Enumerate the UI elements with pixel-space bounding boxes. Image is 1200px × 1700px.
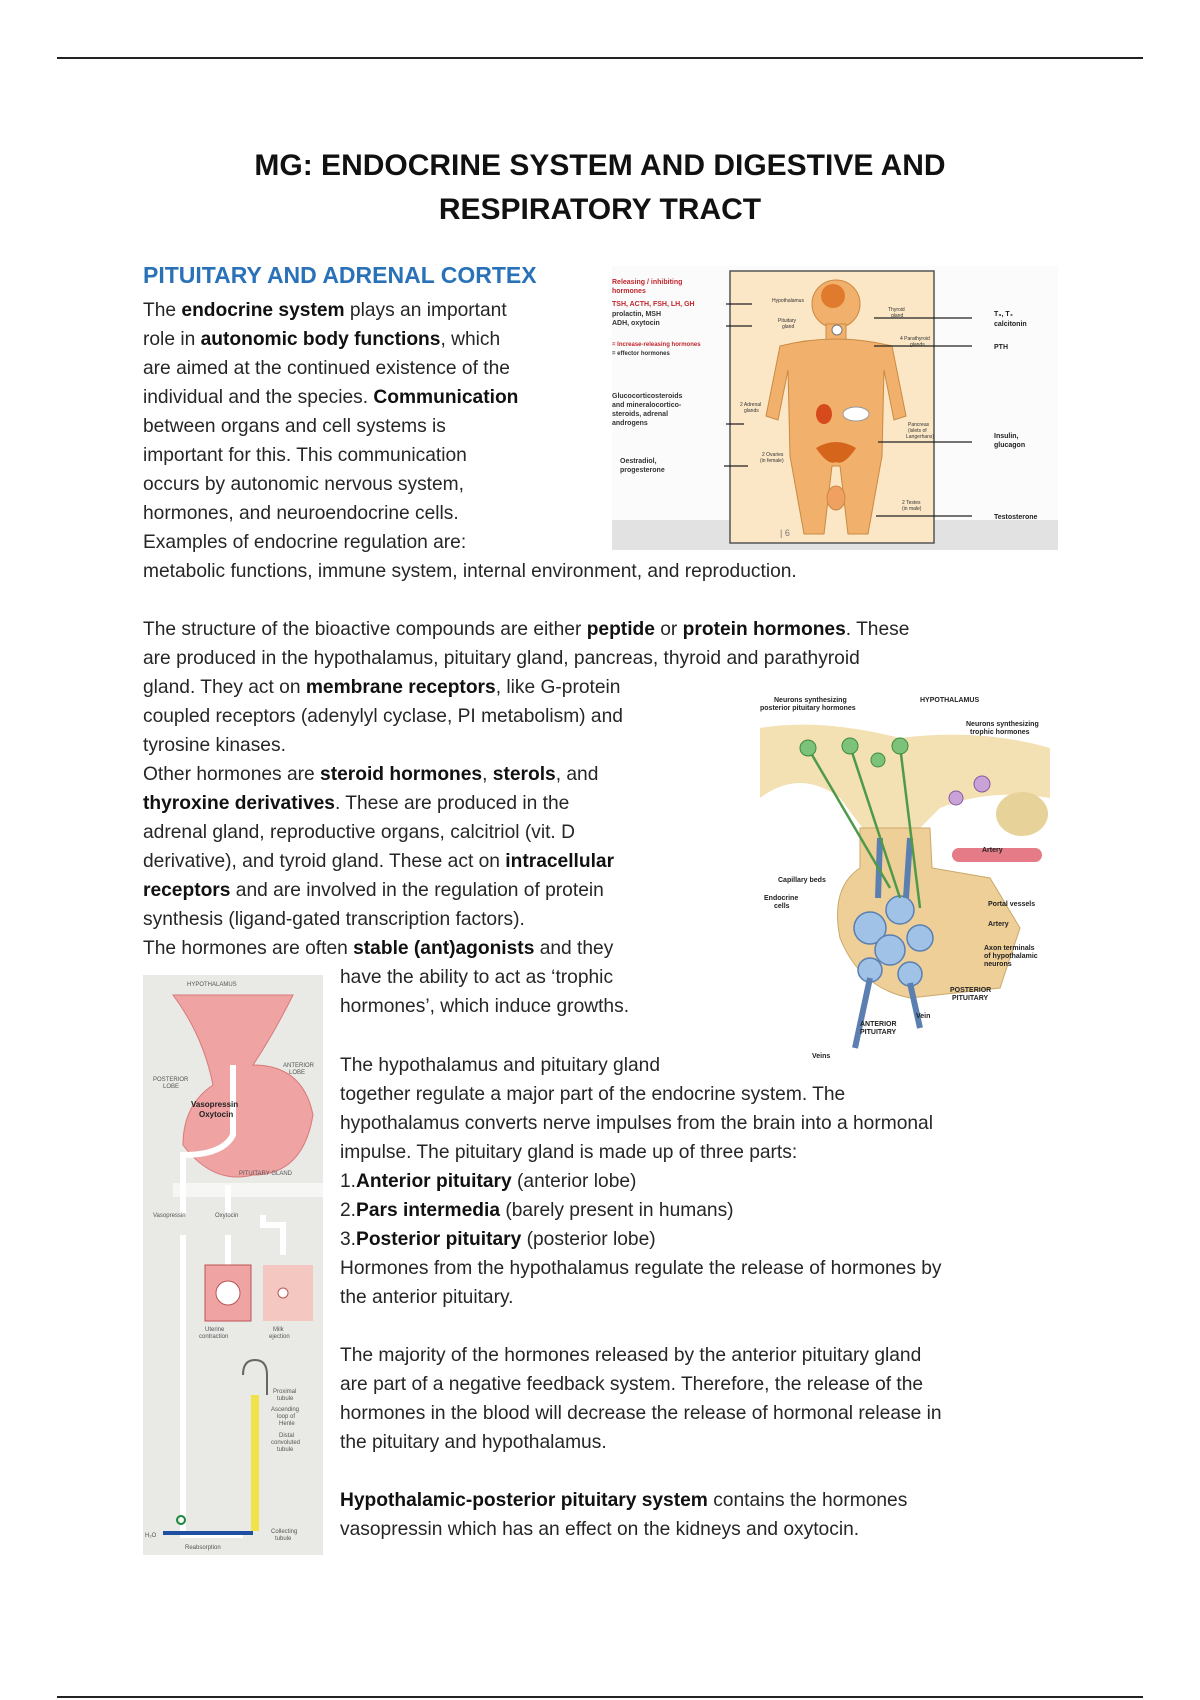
label-collecting-tubule: tubule	[275, 1536, 292, 1542]
label-androgens: androgens	[612, 420, 648, 427]
text-line: have the ability to act as ‘trophic	[340, 967, 614, 988]
label-neurons-posterior: Neurons synthesizing	[774, 697, 847, 704]
text: The structure of the bioactive compounds are either	[143, 619, 587, 640]
text: and are involved in the regulation of protein	[230, 880, 604, 901]
label-h2o: H₂O	[145, 1533, 157, 1539]
label-endocrine-cells: cells	[774, 903, 790, 910]
text: and they	[534, 938, 614, 959]
label-hypothalamus: Hypothalamus	[772, 298, 804, 304]
bold-term: steroid hormones	[320, 764, 483, 785]
text-line: hormones in the blood will decrease the release of hormonal release in	[340, 1403, 942, 1424]
label-vasopressin: Vasopressin	[191, 1100, 239, 1109]
pancreas-icon	[843, 407, 869, 421]
paragraph-negative-feedback	[340, 1341, 942, 1457]
label-adrenal-glands: glands	[744, 408, 759, 414]
section-heading: PITUITARY AND ADRENAL CORTEX	[143, 262, 537, 288]
pituitary-portal-diagram	[760, 688, 1050, 1064]
label-hypothalamus: HYPOTHALAMUS	[187, 982, 237, 988]
label-tsh: TSH, ACTH, FSH, LH, GH	[612, 301, 695, 308]
bold-term: peptide	[586, 619, 655, 640]
label-distal: Distal	[279, 1433, 295, 1439]
label-reabsorption: Reabsorption	[185, 1545, 221, 1551]
label-anterior-lobe-2: LOBE	[289, 1070, 306, 1076]
text: (anterior lobe)	[511, 1171, 637, 1192]
text: derivative), and tyroid gland. These act on	[143, 851, 506, 872]
label-adrenal: 2 Adrenal	[740, 402, 762, 408]
label-ascending-henle: Henle	[279, 1421, 295, 1427]
bold-term: Hypothalamic-posterior pituitary system	[340, 1490, 708, 1511]
text-line: The majority of the hormones released by the anterior pituitary gland	[340, 1345, 922, 1366]
paragraph-hypothalamus-pituitary	[340, 1051, 942, 1312]
label-axon-terminals: Axon terminals	[984, 945, 1035, 952]
label-ovaries-female: (in female)	[760, 458, 784, 464]
bold-term: intracellular	[505, 851, 615, 872]
label-axon-terminals-3: neurons	[984, 961, 1012, 968]
label-pancreas: Pancreas	[908, 422, 930, 428]
label-parathyroid: 4 Parathyroid	[900, 336, 930, 342]
text-line: coupled receptors (adenylyl cyclase, PI metabolism) and	[143, 706, 623, 727]
label-pth: PTH	[994, 344, 1008, 351]
text-line: metabolic functions, immune system, internal environment, and reproduction.	[143, 561, 797, 582]
thyroid-icon	[832, 325, 842, 335]
figure-page-number: | 6	[780, 528, 790, 538]
vasopressin-oxytocin-diagram	[143, 975, 323, 1555]
optic-chiasm	[996, 792, 1048, 836]
label-pancreas-islets: (islets of	[908, 428, 927, 434]
label-capillary-beds: Capillary beds	[778, 877, 826, 884]
paragraph-posterior-system	[340, 1486, 907, 1544]
label-ascending-loop: loop of	[277, 1414, 296, 1420]
bold-term: Anterior pituitary	[356, 1171, 512, 1192]
text: . These	[845, 619, 910, 640]
text: (posterior lobe)	[521, 1229, 656, 1250]
label-endocrine: Endocrine	[764, 895, 799, 902]
text-line: are aimed at the continued existence of the	[143, 358, 510, 379]
label-hormones: hormones	[612, 288, 646, 295]
label-vein: Vein	[916, 1013, 931, 1020]
label-progesterone: progesterone	[620, 467, 665, 474]
text-line: between organs and cell systems is	[143, 416, 446, 437]
label-pituitary-gland: PITUITARY GLAND	[239, 1171, 293, 1177]
text-line: together regulate a major part of the endocrine system. The	[340, 1084, 846, 1105]
text: , which	[440, 329, 501, 350]
label-milk: Milk	[273, 1327, 284, 1333]
label-gluco: Glucocorticosteroids	[612, 393, 683, 400]
label-distal-convoluted: convoluted	[271, 1440, 301, 1446]
text-line: the pituitary and hypothalamus.	[340, 1432, 607, 1453]
text-line: adrenal gland, reproductive organs, calcitriol (vit. D	[143, 822, 575, 843]
bottom-rule	[57, 1696, 1143, 1698]
text-line: hormones’, which induce growths.	[340, 996, 630, 1017]
text-line: are part of a negative feedback system. Therefore, the release of the	[340, 1374, 924, 1395]
label-oxytocin-small: Oxytocin	[215, 1213, 239, 1219]
top-rule	[57, 57, 1143, 59]
text-line: hypothalamus converts nerve impulses from the brain into a hormonal	[340, 1113, 933, 1134]
kidney-icon	[816, 404, 832, 424]
label-testosterone: Testosterone	[994, 514, 1038, 521]
label-proximal-tubule: tubule	[277, 1396, 294, 1402]
label-oestradiol: Oestradiol,	[620, 458, 657, 465]
label-thyroid-gland: gland	[891, 313, 904, 319]
label-collecting: Collecting	[271, 1529, 298, 1535]
label-axon-terminals-2: of hypothalamic	[984, 953, 1038, 960]
label-vasopressin-small: Vasopressin	[153, 1213, 186, 1219]
label-parathyroid-glands: glands	[910, 342, 925, 348]
text: , and	[555, 764, 599, 785]
label-pancreas-langerhans: Langerhans)	[906, 434, 935, 440]
text-line: are produced in the hypothalamus, pituitary gland, pancreas, thyroid and parathyroid	[143, 648, 860, 669]
label-insulin: Insulin,	[994, 433, 1019, 440]
text: ,	[482, 764, 493, 785]
testes-icon	[827, 486, 845, 510]
text: The	[143, 300, 182, 321]
legend-effector: = effector hormones	[612, 351, 670, 357]
fetus-icon	[216, 1281, 240, 1305]
label-neurons-posterior-2: posterior pituitary hormones	[760, 705, 856, 712]
label-testes-male: (in male)	[902, 506, 922, 512]
brain-icon	[821, 284, 845, 308]
figure-pituitary-portal	[760, 688, 1050, 1064]
label-anterior-pituitary-2: PITUITARY	[860, 1029, 897, 1036]
label-posterior-pituitary-2: PITUITARY	[952, 995, 989, 1002]
text: role in	[143, 329, 201, 350]
list-number: 2.	[340, 1200, 357, 1221]
label-distal-tubule: tubule	[277, 1447, 294, 1453]
endocrine-glands-diagram	[612, 266, 1058, 550]
label-uterine-contraction: contraction	[199, 1334, 229, 1340]
label-anterior-pituitary: ANTERIOR	[860, 1021, 897, 1028]
text-line: occurs by autonomic nervous system,	[143, 474, 464, 495]
label-artery-bottom: Artery	[988, 921, 1009, 928]
label-releasing: Releasing / inhibiting	[612, 279, 683, 286]
label-oxytocin: Oxytocin	[199, 1110, 234, 1119]
page-title-line-1: MG: ENDOCRINE SYSTEM AND DIGESTIVE AND	[254, 149, 946, 182]
text: The hormones are often	[143, 938, 354, 959]
bold-term: Posterior pituitary	[356, 1229, 522, 1250]
label-hypothalamus: HYPOTHALAMUS	[920, 697, 980, 704]
bold-term: membrane receptors	[305, 677, 496, 698]
figure-vasopressin-oxytocin	[143, 975, 323, 1555]
bold-term: endocrine system	[181, 300, 345, 321]
label-t3t4: T₃, T₄	[994, 311, 1014, 318]
text: (barely present in humans)	[500, 1200, 734, 1221]
bold-term: protein hormones	[682, 619, 846, 640]
label-posterior-pituitary: POSTERIOR	[950, 987, 992, 994]
legend-releasing: = Increase-releasing hormones	[612, 342, 701, 348]
label-pituitary-gland: gland	[782, 324, 795, 330]
text-line: synthesis (ligand-gated transcription factors).	[143, 909, 525, 930]
label-thyroid: Thyroid	[888, 307, 905, 313]
text-line: The hypothalamus and pituitary gland	[340, 1055, 660, 1076]
figure-endocrine-glands	[612, 266, 1058, 550]
list-number: 3.	[340, 1229, 357, 1250]
text: gland. They act on	[143, 677, 306, 698]
label-calcitonin: calcitonin	[994, 321, 1027, 328]
text: individual and the species.	[143, 387, 374, 408]
label-veins: Veins	[812, 1053, 831, 1060]
label-anterior-lobe: ANTERIOR	[283, 1063, 315, 1069]
text-line: vasopressin which has an effect on the kidneys and oxytocin.	[340, 1519, 860, 1540]
bold-term: receptors	[143, 880, 231, 901]
list-number: 1.	[340, 1171, 357, 1192]
text-line: Hormones from the hypothalamus regulate the release of hormones by	[340, 1258, 942, 1279]
bold-term: thyroxine derivatives	[143, 793, 335, 814]
label-proximal: Proximal	[273, 1389, 297, 1395]
label-uterine: Uterine	[205, 1327, 225, 1333]
text-line: important for this. This communication	[143, 445, 467, 466]
list-item	[340, 1167, 942, 1196]
bold-term: Communication	[373, 387, 519, 408]
label-neurons-trophic: Neurons synthesizing	[966, 721, 1039, 728]
list-item	[340, 1196, 942, 1225]
text-line: Examples of endocrine regulation are:	[143, 532, 467, 553]
label-testes: 2 Testes	[902, 500, 921, 506]
label-ascending: Ascending	[271, 1407, 300, 1413]
label-posterior-lobe-2: LOBE	[163, 1084, 180, 1090]
label-glucagon: glucagon	[994, 442, 1026, 449]
text-line: hormones, and neuroendocrine cells.	[143, 503, 459, 524]
text: Other hormones are	[143, 764, 321, 785]
text-line: tyrosine kinases.	[143, 735, 286, 756]
bold-term: stable (ant)agonists	[353, 938, 535, 959]
text: , like G-protein	[495, 677, 621, 698]
text-line: impulse. The pituitary gland is made up of three parts:	[340, 1142, 798, 1163]
page-title-line-2: RESPIRATORY TRACT	[438, 193, 762, 226]
label-adh: ADH, oxytocin	[612, 320, 660, 327]
bold-term: sterols	[492, 764, 556, 785]
paragraph-trophic	[340, 963, 629, 1021]
label-mineral: and mineralocortico-	[612, 402, 682, 409]
page-title	[150, 144, 1050, 232]
label-ovaries: 2 Ovaries	[762, 452, 784, 458]
text: plays an important	[344, 300, 507, 321]
label-neurons-trophic-2: trophic hormones	[970, 729, 1030, 736]
label-portal-vessels: Portal vessels	[988, 901, 1036, 908]
bold-term: autonomic body functions	[200, 329, 441, 350]
label-prolactin: prolactin, MSH	[612, 311, 662, 318]
text: or	[654, 619, 683, 640]
label-artery-top: Artery	[982, 847, 1003, 854]
bold-term: Pars intermedia	[356, 1200, 500, 1221]
label-steroids: steroids, adrenal	[612, 411, 669, 418]
text-line: the anterior pituitary.	[340, 1287, 514, 1308]
list-item	[340, 1225, 942, 1254]
label-milk-ejection: ejection	[269, 1334, 290, 1340]
label-posterior-lobe: POSTERIOR	[153, 1077, 189, 1083]
text: . These are produced in the	[334, 793, 570, 814]
text: contains the hormones	[707, 1490, 908, 1511]
label-pituitary: Pituitary	[778, 318, 797, 324]
